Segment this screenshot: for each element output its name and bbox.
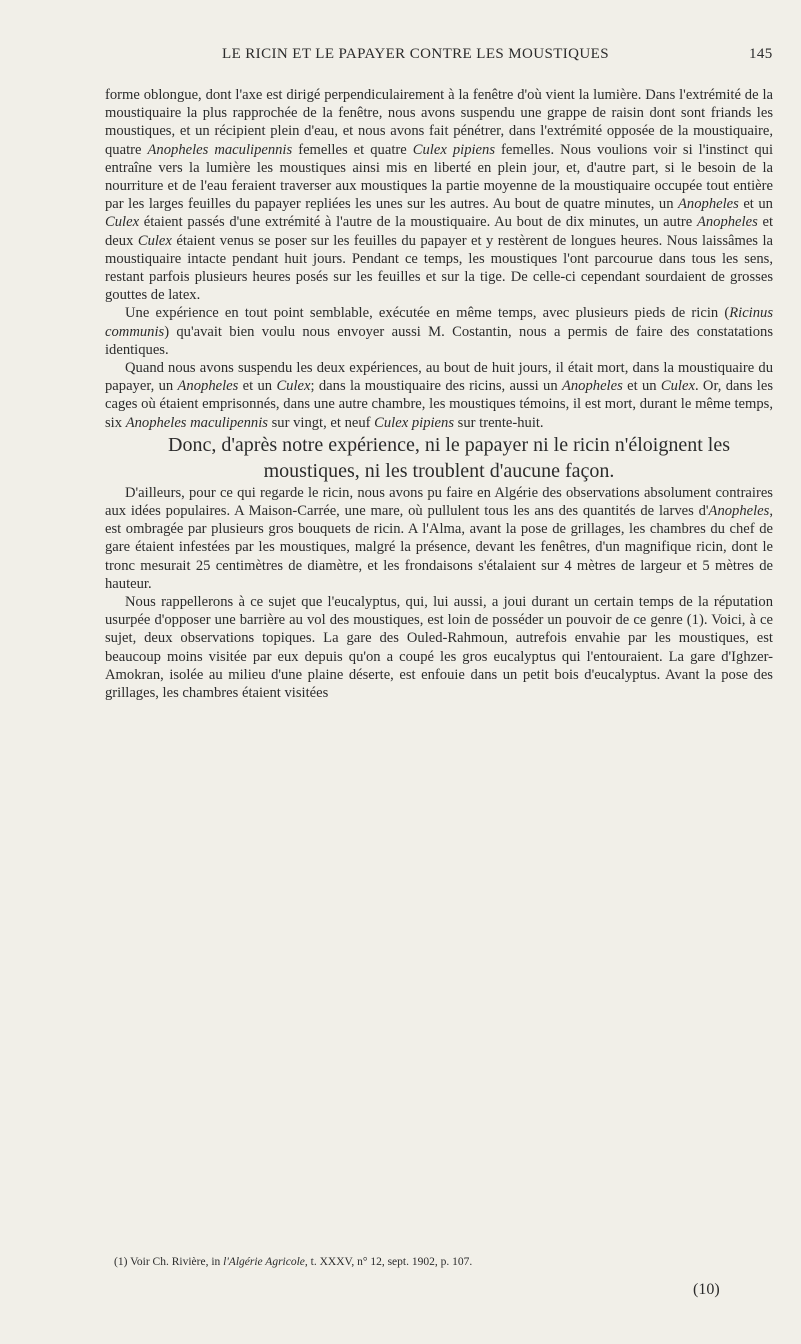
text-run: Quand nous avons suspendu les deux expériences, au bout de huit jours, il était mort, dans la moustiquaire du papayer, un: [105, 360, 773, 395]
species-name: Culex pipiens: [412, 141, 496, 158]
species-name: Anopheles: [708, 503, 770, 520]
text-run: et un: [738, 196, 773, 213]
text-run: femelles. Nous voulions voir si l'instinct qui entraîne vers la lumière les moustiques ainsi mis en liberté en plein jour, et, d'autre part, si le besoin de la nourriture et de l'eau feraient traverser aux moustiques la partie moyenne de la moustiquaire occupée tout entière par les larges feuilles du papayer repliées les unes sur les autres. Au bout de quatre minutes, un: [105, 141, 773, 213]
species-name: Anopheles maculipennis: [125, 414, 268, 431]
paragraphs-before: [105, 86, 773, 432]
text-run: Une expérience en tout point semblable, exécutée en même temps, avec plusieurs pieds de ricin (: [125, 305, 730, 322]
paragraph: [105, 359, 773, 432]
paragraph: [105, 86, 773, 304]
species-name: Culex: [660, 378, 695, 395]
page-number: 145: [749, 46, 773, 62]
species-name: Anopheles: [696, 214, 758, 231]
text-run: étaient venus se poser sur les feuilles du papayer et y restèrent de longues heures. Nous laissâmes la moustiquaire intacte pendant huit jours. Pendant ce temps, les moustiques l'ont parcourue dans tous les sens, restant parfois plusieurs heures posés sur les feuilles et sur la tige. De celle-ci cependant sourdaient de grosses gouttes de latex.: [105, 232, 773, 304]
paragraph: [105, 593, 773, 702]
text-run: . Or, dans les cages où étaient emprisonnés, dans une autre chambre, les moustiques témoins, il est mort, durant le même temps, six: [105, 378, 774, 431]
paragraph: [105, 484, 773, 593]
text-run: , t. XXXV, n° 12, sept. 1902, p. 107.: [304, 1256, 473, 1268]
text-run: ; dans la moustiquaire des ricins, aussi un: [310, 378, 562, 395]
text-run: sur vingt, et neuf: [267, 414, 375, 431]
species-name: Culex: [276, 378, 311, 395]
text-run: ) qu'avait bien voulu nous envoyer aussi M. Costantin, nous a permis de faire des constatations identiques.: [105, 323, 773, 358]
main-text: [105, 86, 773, 702]
species-name: Anopheles maculipennis: [147, 141, 293, 158]
conclusion-statement: Donc, d'après notre expérience, ni le papayer ni le ricin n'éloignent les moustiques, ni les troublent d'aucune façon.: [168, 433, 730, 482]
text-run: étaient passés d'une extrémité à l'autre de la moustiquaire. Au bout de dix minutes, un autre: [139, 214, 697, 231]
text-run: (1) Voir Ch. Rivière, in: [114, 1256, 224, 1268]
species-name: Anopheles: [177, 378, 239, 395]
sheet-number: (10): [693, 1281, 720, 1298]
species-name: Culex: [137, 232, 172, 249]
text-run: et un: [622, 378, 661, 395]
text-run: et un: [238, 378, 277, 395]
text-run: forme oblongue, dont l'axe est dirigé perpendiculairement à la fenêtre d'où vient la lumière. Dans l'extrémité de la moustiquaire la plus rapprochée de la fenêtre, nous avons suspendu une grappe de raisin dont sont friands les moustiques, et un récipient plein d'eau, et nous avons fait pénétrer, dans l'extrémité opposée de la moustiquaire, quatre: [105, 87, 773, 158]
species-name: Anopheles: [678, 196, 739, 213]
species-name: Ricinus communis: [105, 305, 773, 340]
paragraph: [105, 304, 773, 359]
paragraphs-after: [105, 484, 773, 702]
text-run: D'ailleurs, pour ce qui regarde le ricin, nous avons pu faire en Algérie des observations absolument contraires aux idées populaires. A Maison-Carrée, une mare, où pullulent tous les ans des quantités de larves d': [105, 484, 773, 520]
species-name: Anopheles: [561, 378, 623, 395]
species-name: l'Algérie Agricole: [223, 1256, 305, 1268]
species-name: Culex pipiens: [374, 414, 455, 431]
species-name: Culex: [105, 214, 140, 231]
text-run: femelles et quatre: [292, 141, 413, 158]
footnote: [114, 1254, 774, 1270]
text-run: , est ombragée par plusieurs gros bouquets de ricin. A l'Alma, avant la pose de grillages, les chambres du chef de gare étaient infestées par les moustiques, malgré la présence, devant les fenêtres, d'un magnifique ricin, dont le tronc mesurait 25 centimètres de diamètre, et les frondaisons s'étalaient sur 4 mètres de largeur et 5 mètres de hauteur.: [105, 503, 773, 592]
text-run: et deux: [105, 214, 773, 249]
running-title: LE RICIN ET LE PAPAYER CONTRE LES MOUSTIQUES: [222, 46, 609, 62]
text-run: sur trente-huit.: [454, 414, 544, 431]
text-run: Nous rappellerons à ce sujet que l'eucalyptus, qui, lui aussi, a joui durant un certain temps de la réputation usurpée d'opposer une barrière au vol des moustiques, est loin de posséder un pouvoir de ce genre (1). Voici, à ce sujet, deux observations topiques. La gare des Ouled-Rahmoun, autrefois envahie par les moustiques, est beaucoup moins visitée par eux depuis qu'on a coupé les gros eucalyptus qui l'entouraient. La gare d'Ighzer-Amokran, isolée au milieu d'une plaine déserte, est enfouie dans un petit bois d'eucalyptus. Avant la pose des grillages, les chambres étaient visitées: [105, 594, 773, 702]
